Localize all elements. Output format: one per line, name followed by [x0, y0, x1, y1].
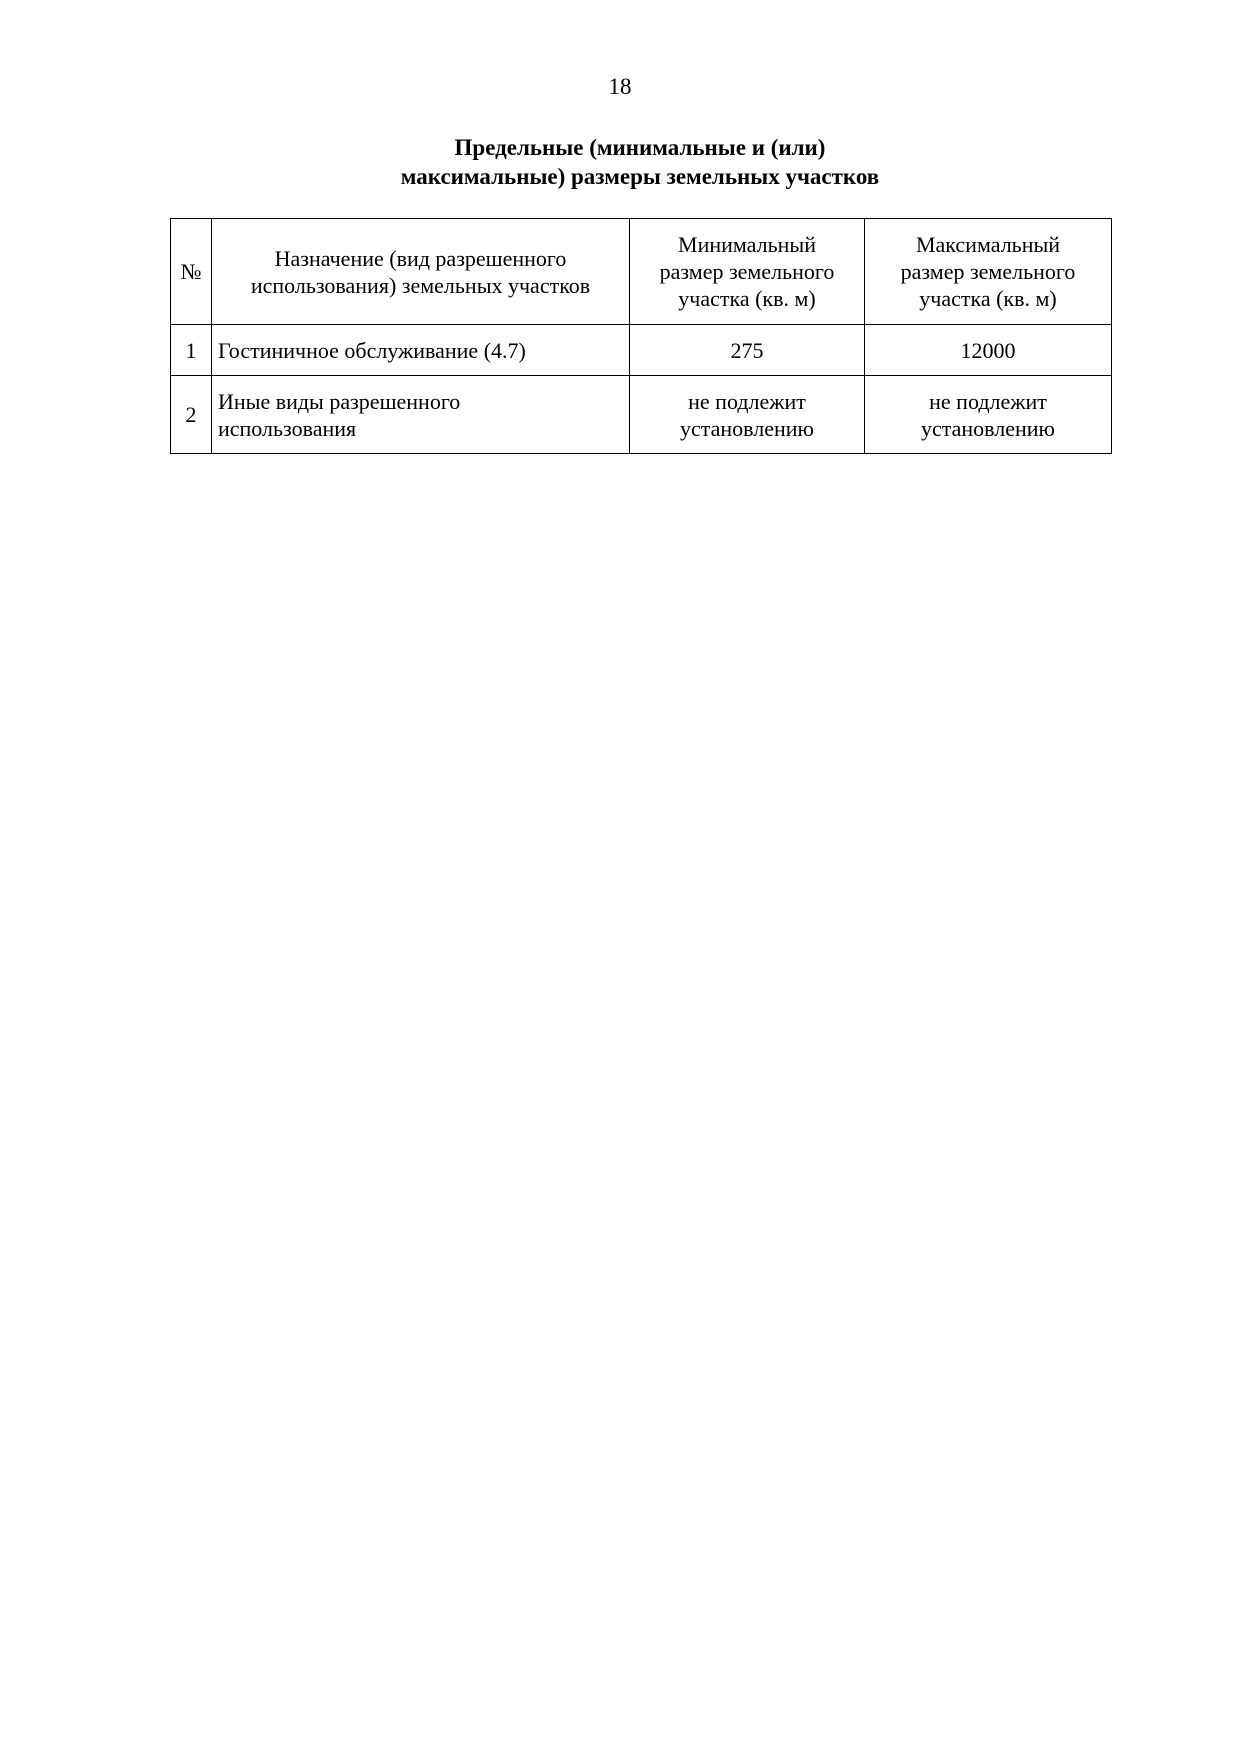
header-max-size-line: размер земельного	[900, 259, 1076, 284]
row-number: 1	[171, 325, 212, 376]
row-purpose	[212, 376, 630, 454]
header-number: №	[171, 219, 212, 325]
header-min-size-line: участка (кв. м)	[678, 286, 816, 311]
row-max-size-line: 12000	[960, 337, 1016, 363]
row-max-size	[865, 325, 1112, 376]
row-min-size-line: установлению	[679, 415, 814, 441]
land-plot-sizes-table	[170, 218, 1112, 454]
header-min-size	[630, 219, 865, 325]
table-row	[171, 325, 1112, 376]
row-number: 2	[171, 376, 212, 454]
table-header-row	[171, 219, 1112, 325]
row-max-size	[865, 376, 1112, 454]
row-max-size-line: установлению	[920, 415, 1055, 441]
document-title	[170, 133, 1110, 191]
page-number: 18	[608, 74, 632, 99]
table-row	[171, 376, 1112, 454]
header-max-size	[865, 219, 1112, 325]
header-purpose-line: Назначение (вид разрешенного	[274, 245, 567, 271]
header-min-size-line: размер земельного	[659, 259, 835, 284]
header-purpose	[212, 219, 630, 325]
row-purpose	[212, 325, 630, 376]
document-title-line-2: максимальные) размеры земельных участков	[400, 164, 880, 189]
row-min-size-line: 275	[730, 337, 764, 363]
row-min-size	[630, 376, 865, 454]
row-max-size-line: не подлежит	[929, 388, 1047, 414]
document-title-line-1: Предельные (минимальные и (или)	[454, 135, 826, 160]
row-purpose-line: Иные виды разрешенного	[218, 388, 461, 414]
header-purpose-line: использования) земельных участков	[250, 272, 591, 298]
row-purpose-line: Гостиничное обслуживание (4.7)	[218, 337, 526, 363]
row-purpose-line: использования	[218, 415, 357, 441]
row-min-size-line: не подлежит	[688, 388, 806, 414]
row-min-size	[630, 325, 865, 376]
header-min-size-line: Минимальный	[678, 232, 816, 257]
header-max-size-line: Максимальный	[915, 232, 1061, 257]
header-max-size-line: участка (кв. м)	[919, 286, 1057, 311]
